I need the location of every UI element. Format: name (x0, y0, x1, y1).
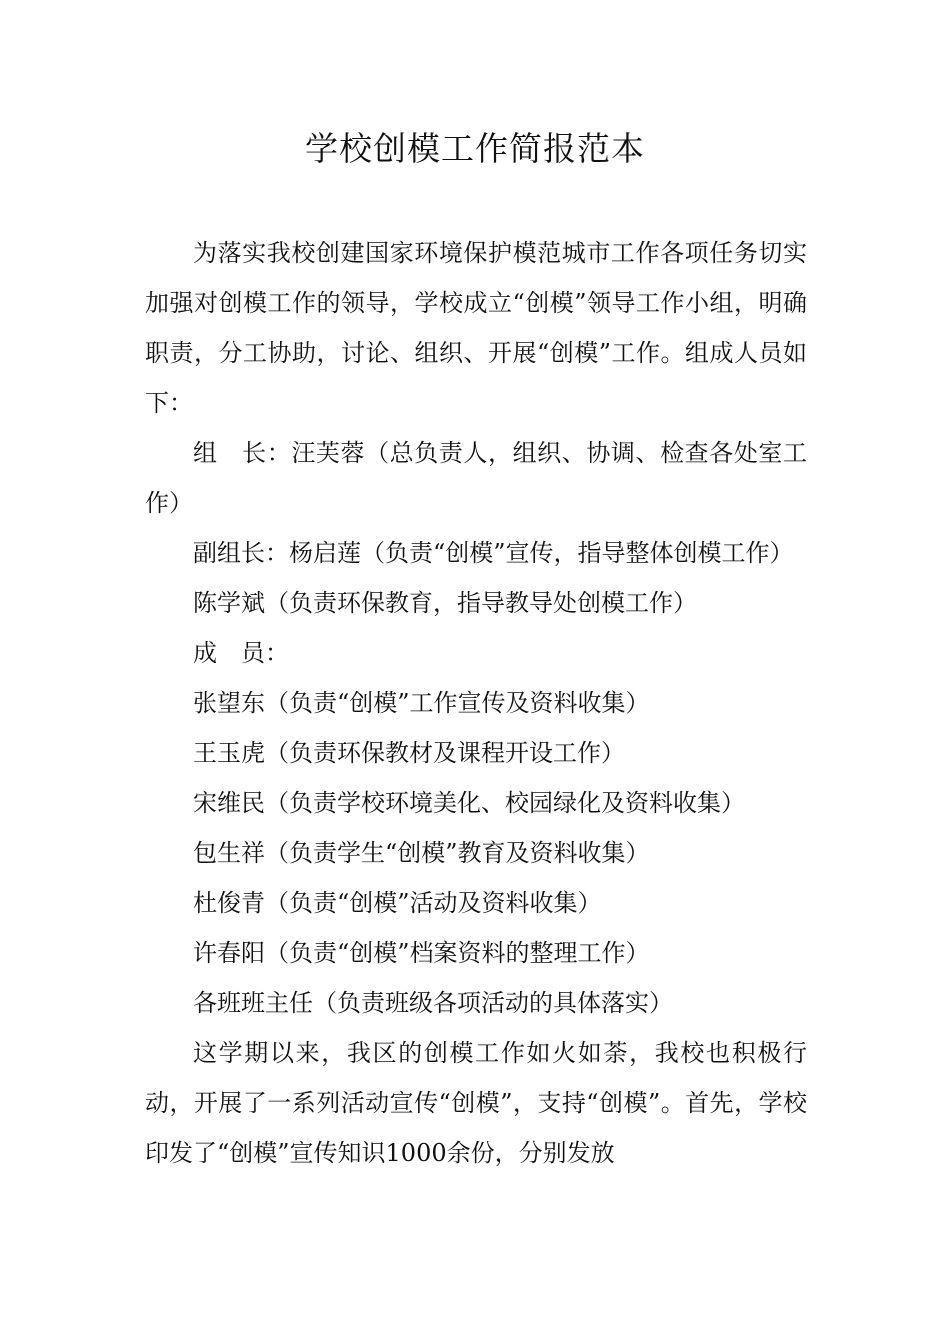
paragraph-deputy-leader-2: 陈学斌（负责环保教育，指导教导处创模工作） (193, 589, 697, 617)
paragraph-deputy-leader: 副组长：杨启莲（负责“创模”宣传，指导整体创模工作） (193, 539, 794, 567)
document-body (145, 228, 807, 1178)
paragraph-member: 王玉虎（负责环保教材及课程开设工作） (193, 739, 625, 767)
paragraph-member: 杜俊青（负责“创模”活动及资料收集） (193, 889, 602, 917)
document-title: 学校创模工作简报范本 (305, 129, 645, 168)
paragraph-intro: 为落实我校创建国家环境保护模范城市工作各项任务切实加强对创模工作的领导，学校成立“创模”领导工作小组，明确职责，分工协助，讨论、组织、开展“创模”工作。组成人员如下： (145, 239, 807, 417)
paragraph-member: 包生祥（负责学生“创模”教育及资料收集） (193, 839, 650, 867)
paragraph-group-leader: 组 长：汪芙蓉（总负责人，组织、协调、检查各处室工作） (145, 439, 807, 517)
paragraph-member: 宋维民（负责学校环境美化、校园绿化及资料收集） (193, 789, 745, 817)
paragraph-member: 张望东（负责“创模”工作宣传及资料收集） (193, 689, 650, 717)
paragraph-activities: 这学期以来，我区的创模工作如火如荼，我校也积极行动，开展了一系列活动宣传“创模”，支持“创模”。首先，学校印发了“创模”宣传知识1000余份，分别发放 (145, 1039, 807, 1167)
paragraph-member: 许春阳（负责“创模”档案资料的整理工作） (193, 939, 650, 967)
paragraph-members-heading: 成 员： (193, 639, 289, 667)
paragraph-member: 各班班主任（负责班级各项活动的具体落实） (193, 989, 673, 1017)
